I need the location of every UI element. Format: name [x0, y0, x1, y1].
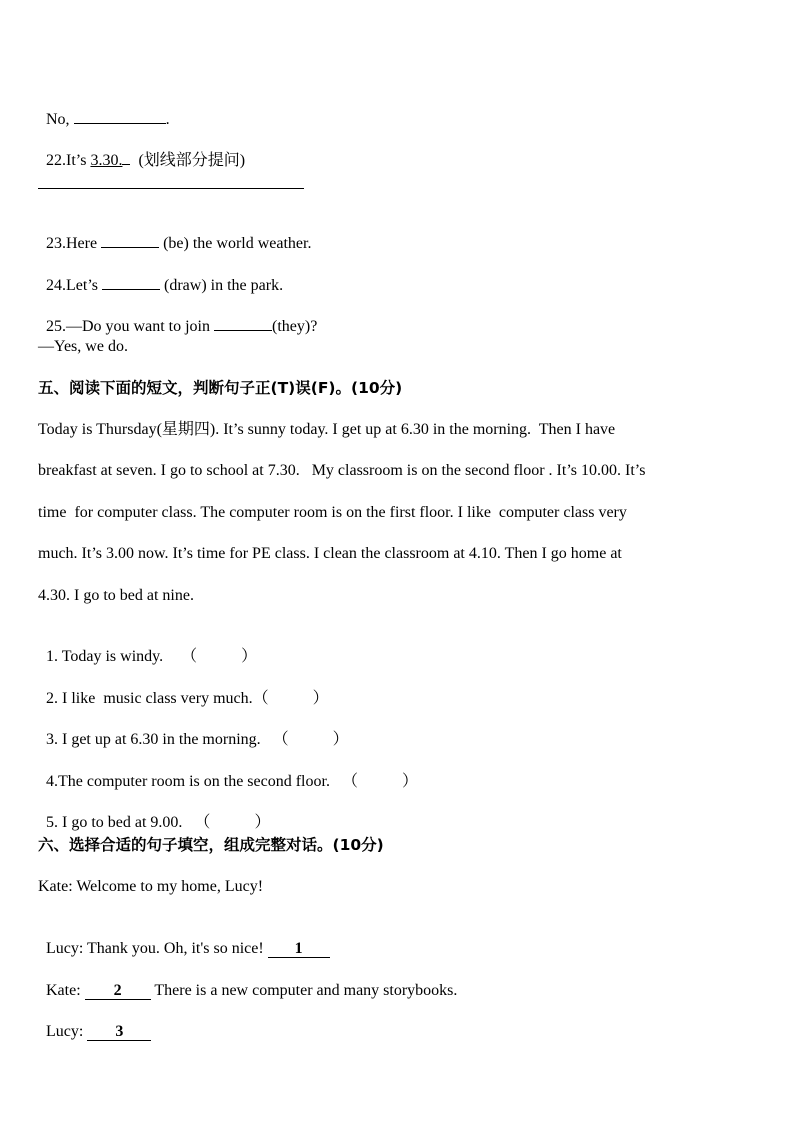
dialog-text: Lucy:	[46, 1023, 88, 1040]
answer-blank[interactable]	[74, 108, 166, 124]
answer-paren-open: （	[194, 814, 211, 831]
statement-5	[38, 793, 270, 833]
question-text: 24.Let’s	[46, 277, 102, 294]
question-25	[38, 295, 317, 337]
statement-3	[38, 710, 349, 750]
statement-text: 4.The computer room is on the second floor.	[46, 773, 330, 790]
statement-text: 2. I like music class very much.	[46, 690, 253, 707]
answer-paren-close: ）	[312, 690, 329, 707]
answer-paren-close: ）	[241, 648, 258, 665]
answer-blank[interactable]	[101, 232, 159, 248]
dialog-text: Kate:	[46, 982, 85, 999]
dialog-line-2	[38, 919, 330, 959]
answer-paren-open: （	[341, 773, 358, 790]
line-text: No,	[46, 111, 74, 128]
question-24	[38, 254, 283, 296]
answer-paren-open: （	[272, 731, 289, 748]
line-no-answer	[38, 88, 170, 130]
underlined-phrase: 3.30.	[90, 152, 123, 169]
statement-text: 3. I get up at 6.30 in the morning.	[46, 731, 261, 748]
dialog-line-4	[38, 1002, 151, 1042]
statement-1	[38, 627, 257, 667]
answer-paren-open: （	[181, 648, 198, 665]
passage-line: breakfast at seven. I go to school at 7.30. My classroom is on the second floor . It’s 10.00. It’s	[38, 462, 646, 479]
statement-2	[38, 669, 329, 709]
passage-line: time for computer class. The computer room is on the first floor. I like computer class very	[38, 504, 627, 521]
answer-paren-open: （	[252, 690, 269, 707]
statement-4	[38, 752, 418, 792]
question-instruction: (划线部分提问)	[130, 152, 246, 169]
question-22	[38, 129, 245, 171]
question-text: (be) the world weather.	[159, 235, 312, 252]
statement-text: 1. Today is windy.	[46, 648, 164, 665]
question-text: (they)?	[272, 318, 318, 335]
dialog-line-1: Kate: Welcome to my home, Lucy!	[38, 878, 264, 895]
statement-text: 5. I go to bed at 9.00.	[46, 814, 183, 831]
answer-blank[interactable]	[102, 274, 160, 290]
answer-paren-close: ）	[401, 773, 418, 790]
passage-line: much. It’s 3.00 now. It’s time for PE class. I clean the classroom at 4.10. Then I go home at	[38, 545, 622, 562]
question-text: 22.It’s	[46, 152, 91, 169]
question-text: (draw) in the park.	[160, 277, 284, 294]
section-six-heading: 六、选择合适的句子填空，组成完整对话。(10分)	[38, 836, 384, 854]
dialog-line-3	[38, 961, 457, 1001]
passage-line: 4.30. I go to bed at nine.	[38, 587, 194, 604]
answer-line[interactable]	[38, 188, 304, 189]
question-text: 23.Here	[46, 235, 102, 252]
answer-paren-close: ）	[254, 814, 271, 831]
line-text: .	[165, 111, 170, 128]
numbered-blank-3[interactable]: 3	[87, 1023, 151, 1041]
passage-line: Today is Thursday(星期四). It’s sunny today. I get up at 6.30 in the morning. Then I have	[38, 421, 616, 438]
question-23	[38, 212, 311, 254]
reply-line: —Yes, we do.	[38, 338, 128, 355]
dialog-text: Lucy: Thank you. Oh, it's so nice!	[46, 940, 268, 957]
numbered-blank-1[interactable]: 1	[268, 940, 330, 958]
answer-blank[interactable]	[214, 315, 272, 331]
numbered-blank-2[interactable]: 2	[85, 982, 151, 1000]
answer-paren-close: ）	[332, 731, 349, 748]
dialog-text: There is a new computer and many storybooks.	[150, 982, 458, 999]
question-text: 25.—Do you want to join	[46, 318, 214, 335]
section-five-heading: 五、阅读下面的短文，判断句子正(T)误(F)。(10分)	[38, 379, 403, 397]
